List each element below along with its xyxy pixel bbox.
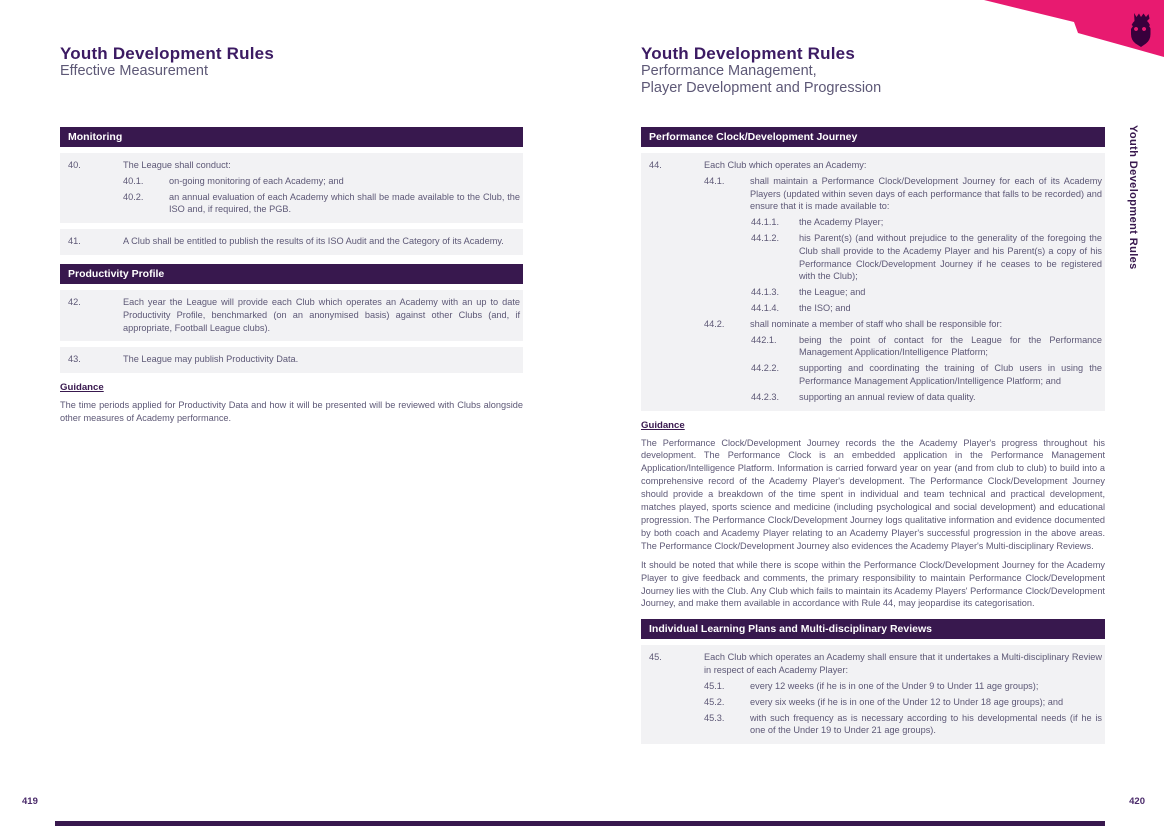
- rule-item: [641, 391, 1102, 404]
- rule-number: 45.1.: [704, 680, 725, 691]
- rules-block: [60, 153, 523, 223]
- rule-number: 44.1.: [704, 175, 725, 186]
- side-tab-youth-development-rules: Youth Development Rules: [1127, 125, 1139, 270]
- rule-number: 44.2.3.: [751, 391, 780, 402]
- rule-number: 43.: [68, 354, 81, 365]
- rule-number: 45.2.: [704, 696, 725, 707]
- rule-item: [60, 296, 520, 334]
- rule-number: 44.: [649, 160, 662, 170]
- page-number-right: 420: [1129, 796, 1145, 807]
- rule-item: [641, 696, 1102, 709]
- rules-block: [60, 290, 523, 341]
- rule-item: [641, 232, 1102, 283]
- rule-number: 44.2.2.: [751, 363, 780, 374]
- page-subtitle-line: Player Development and Progression: [641, 80, 882, 96]
- guidance-paragraph: The time periods applied for Productivity Data and how it will be presented will be reviewed with Clubs alongside other measures of Academy performance.: [60, 400, 523, 424]
- rules-block: [641, 645, 1105, 744]
- section-header: Individual Learning Plans and Multi-disciplinary Reviews: [641, 619, 1105, 639]
- rule-item: [60, 159, 520, 172]
- sections: [60, 127, 523, 425]
- guidance-paragraph: It should be noted that while there is scope within the Performance Clock/Development Journey for the Academy Player to give feedback and comments, the primary responsibility to maintain Performance Clock/Development Journey lies with the Club. Any Club which fails to maintain its Academy Players' Performance Clock/Development Journey, and make them available in accordance with Rule 44, may jeopardise its categorisation.: [641, 559, 1105, 609]
- bottom-rule-bar: [55, 821, 1105, 826]
- rule-text: every six weeks (if he is in one of the Under 12 to Under 18 age groups); and: [750, 696, 1064, 707]
- rule-text: shall nominate a member of staff who shall be responsible for:: [750, 318, 1003, 329]
- rule-text: his Parent(s) (and without prejudice to the generality of the foregoing the Club shall provide to the Academy Player and his Parent(s) a copy of his Performance Clock/Development Journey if he ceases to be registered with the Club);: [799, 232, 1102, 282]
- rule-item: [60, 235, 520, 248]
- rule-item: [641, 159, 1102, 172]
- rule-number: 44.1.4.: [751, 302, 780, 313]
- rule-text: on-going monitoring of each Academy; and: [169, 175, 344, 186]
- rule-number: 42.: [68, 296, 81, 307]
- rule-item: [641, 651, 1102, 677]
- rule-item: [641, 318, 1102, 331]
- section-header: Performance Clock/Development Journey: [641, 127, 1105, 147]
- page-number-left: 419: [22, 796, 38, 807]
- rule-item: [641, 712, 1102, 738]
- rule-text: every 12 weeks (if he is in one of the Under 9 to Under 11 age groups);: [750, 680, 1039, 691]
- rule-number: 442.1.: [751, 334, 777, 345]
- rule-number: 41.: [68, 236, 81, 247]
- rule-number: 44.2.: [704, 318, 725, 329]
- page-subtitle-line: Performance Management,: [641, 63, 817, 79]
- rule-item: [641, 175, 1102, 213]
- rules-block: [641, 153, 1105, 411]
- rule-item: [641, 362, 1102, 388]
- rules-block: [60, 347, 523, 373]
- rule-number: 44.1.2.: [751, 232, 780, 243]
- rule-text: an annual evaluation of each Academy which shall be made available to the Club, the ISO and, if required, the PGB.: [169, 191, 520, 215]
- rule-item: [641, 286, 1102, 299]
- section-header: Monitoring: [60, 127, 523, 147]
- page-title: Youth Development Rules: [641, 44, 855, 63]
- rule-number: 45.: [649, 652, 662, 663]
- page-subtitle: [60, 63, 208, 80]
- guidance-paragraph: The Performance Clock/Development Journey records the the Academy Player's progress throughout his development. The Performance Clock is an embedded application in the Performance Management Application/Intelligence Platform. Information is carried forward year on year (and from club to club) to build into a comprehensive record of the Academy Player's development. The Performance Clock/Development Journey should provide a breakdown of the time spent in individual and team technical and practical development, matches played, sports science and medicine (including psychological and social development) and educational progression. The Performance Clock/Development Journey logs qualitative information and evidence documented by both coach and Academy Player relating to an Academy Player's successful progression in the above areas. The Performance Clock/Development Journey also evidences the Academy Player's Multi-disciplinary Reviews.: [641, 437, 1105, 551]
- rule-text: Each Club which operates an Academy shall ensure that it undertakes a Multi-disciplinary Review in respect of each Academy Player:: [704, 652, 1102, 676]
- rule-text: The League shall conduct:: [123, 160, 231, 170]
- page-subtitle: [641, 63, 881, 97]
- rule-text: the Academy Player;: [799, 217, 884, 228]
- rule-text: The League may publish Productivity Data.: [123, 354, 299, 365]
- rule-item: [641, 216, 1102, 229]
- rule-text: supporting and coordinating the training of Club users in using the Performance Management Application/Intelligence Platform; and: [799, 363, 1102, 386]
- page-title: Youth Development Rules: [60, 44, 274, 63]
- rule-item: [641, 334, 1102, 360]
- rule-item: [60, 353, 520, 366]
- rule-item: [60, 191, 520, 217]
- rule-text: A Club shall be entitled to publish the results of its ISO Audit and the Category of its Academy.: [123, 236, 504, 247]
- rule-text: with such frequency as is necessary according to his developmental needs (if he is one of the Under 19 to Under 21 age groups).: [750, 712, 1102, 736]
- sections: [641, 127, 1105, 744]
- rule-text: being the point of contact for the League for the Performance Management Application/Intelligence Platform;: [799, 334, 1102, 358]
- rule-item: [641, 680, 1102, 693]
- rule-text: Each Club which operates an Academy:: [704, 160, 867, 170]
- rule-number: 40.1.: [123, 175, 144, 186]
- rule-text: shall maintain a Performance Clock/Development Journey for each of its Academy Players (updated within seven days of each performance that falls to be recorded) and ensure that it is made available to:: [750, 175, 1102, 212]
- rules-block: [60, 229, 523, 255]
- guidance-heading: Guidance: [641, 419, 685, 431]
- rule-text: the ISO; and: [799, 302, 851, 313]
- rule-number: 45.3.: [704, 712, 725, 723]
- rule-item: [641, 302, 1102, 315]
- rule-number: 40.2.: [123, 191, 144, 202]
- page-subtitle-line: Effective Measurement: [60, 63, 209, 79]
- rule-text: Each year the League will provide each Club which operates an Academy with an up to date Productivity Profile, benchmarked (on an anonymised basis) against other Clubs (and, if appropriate, Football League clubs).: [123, 296, 520, 333]
- pink-ribbon: [984, 0, 1164, 62]
- rule-text: supporting an annual review of data quality.: [799, 391, 976, 402]
- guidance-heading: Guidance: [60, 382, 104, 394]
- rule-number: 44.1.3.: [751, 287, 780, 298]
- rule-item: [60, 175, 520, 188]
- rule-text: the League; and: [799, 287, 866, 298]
- rule-number: 40.: [68, 160, 81, 170]
- rule-number: 44.1.1.: [751, 217, 780, 228]
- section-header: Productivity Profile: [60, 264, 523, 284]
